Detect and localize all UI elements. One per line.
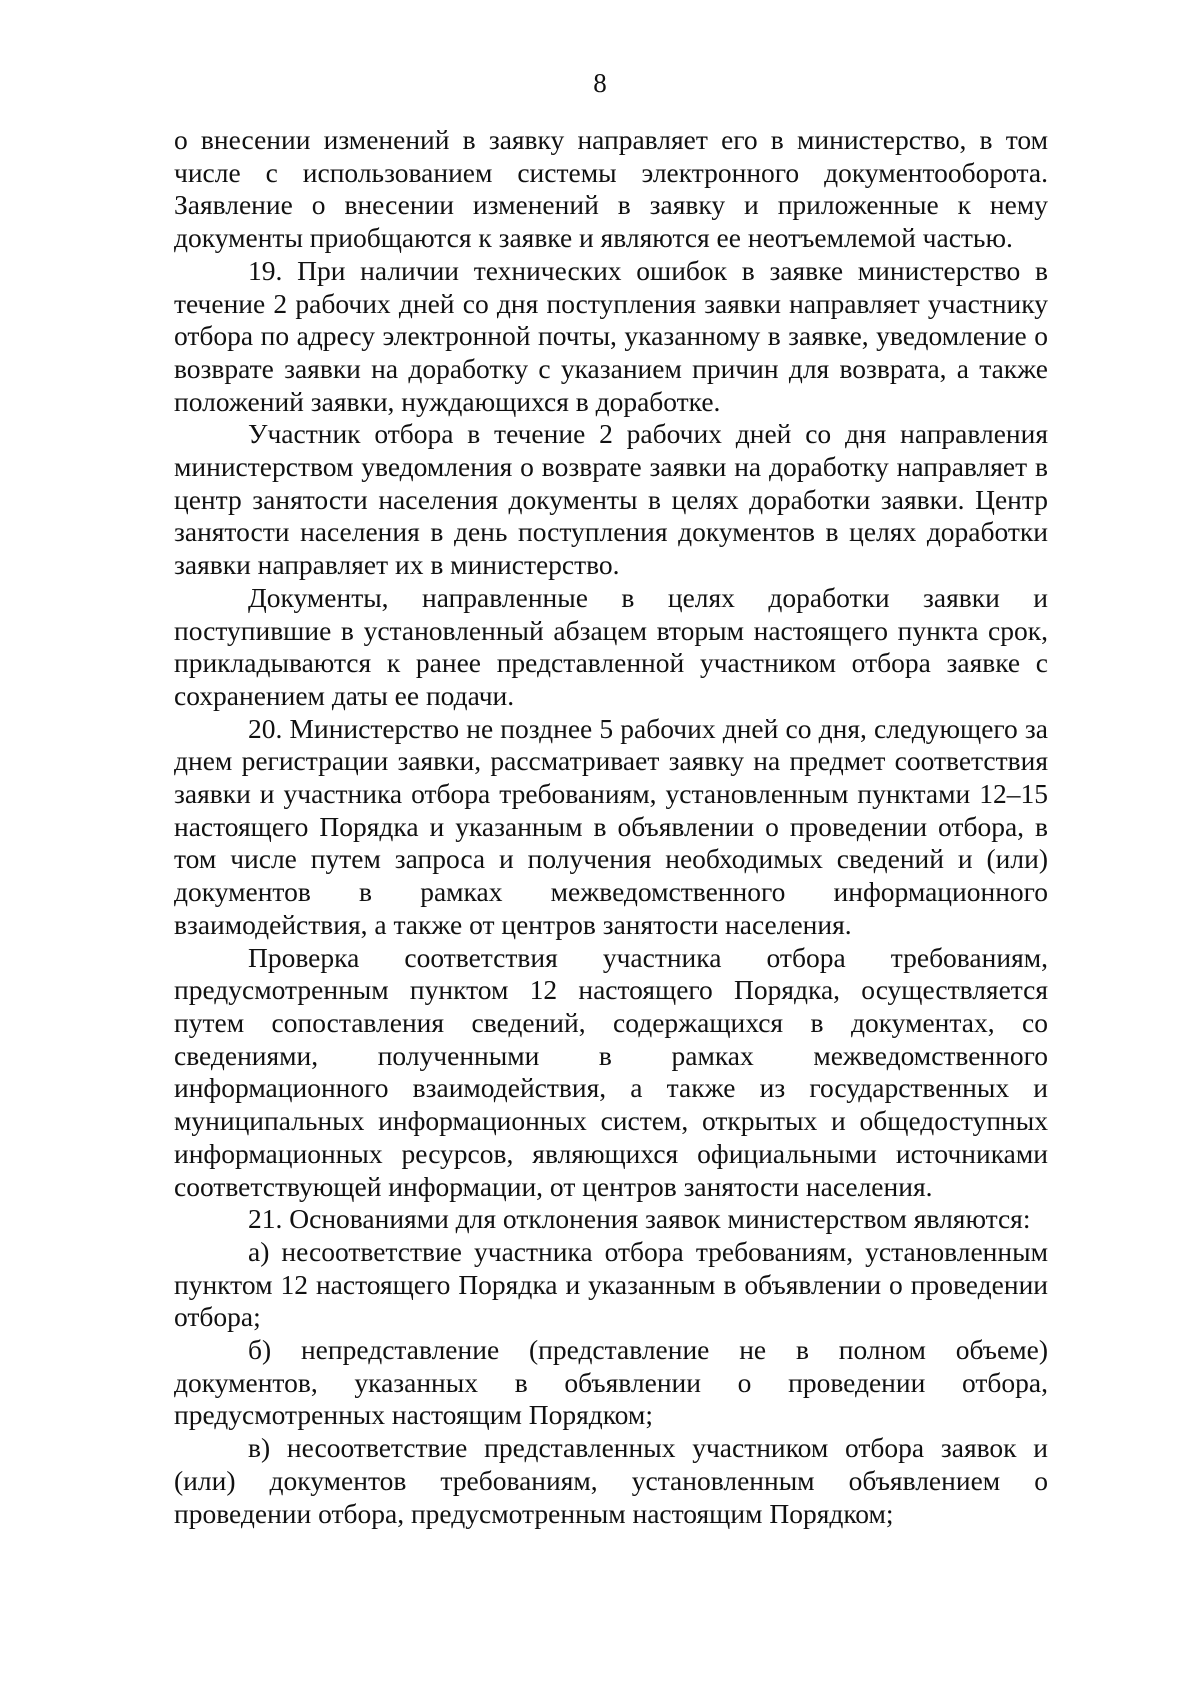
paragraph-documents-attached: Документы, направленные в целях доработки заявки и поступившие в установленный абзацем вторым настоящего пункта срок, прикладываются к ранее представленной участником отбора заявке с сохранением даты ее подачи. (174, 581, 1048, 711)
document-body (174, 124, 1048, 1530)
paragraph-verification: Проверка соответствия участника отбора требованиям, предусмотренным пунктом 12 настоящего Порядка, осуществляется путем сопоставления сведений, содержащихся в документах, со сведениями, полученными в рамках межведомственного информационного взаимодействия, а также из государственных и муниципальных информационных систем, открытых и общедоступных информационных ресурсов, являющихся официальными источниками соответствующей информации, от центров занятости населения. (174, 941, 1048, 1202)
paragraph-item-21: 21. Основаниями для отклонения заявок министерством являются: (248, 1203, 1031, 1235)
paragraph-participant-deadline: Участник отбора в течение 2 рабочих дней со дня направления министерством уведомления о возврате заявки на доработку направляет в центр занятости населения документы в целях доработки заявки. Центр занятости населения в день поступления документов в целях доработки заявки направляет их в министерство. (174, 418, 1048, 581)
paragraph-item-21-a: а) несоответствие участника отбора требованиям, установленным пунктом 12 настоящего Порядка и указанным в объявлении о проведении отбора; (174, 1235, 1048, 1333)
paragraph-item-20: 20. Министерство не позднее 5 рабочих дней со дня, следующего за днем регистрации заявки, рассматривает заявку на предмет соответствия заявки и участника отбора требованиям, установленным пунктами 12–15 настоящего Порядка и указанным в объявлении о проведении отбора, в том числе путем запроса и получения необходимых сведений и (или) документов в рамках межведомственного информационного взаимодействия, а также от центров занятости населения. (174, 712, 1048, 940)
paragraph-item-21-b: б) непредставление (представление не в полном объеме) документов, указанных в объявлении о проведении отбора, предусмотренных настоящим Порядком; (174, 1334, 1048, 1431)
paragraph-item-19: 19. При наличии технических ошибок в заявке министерство в течение 2 рабочих дней со дня поступления заявки направляет участнику отбора по адресу электронной почты, указанному в заявке, уведомление о возврате заявки на доработку с указанием причин для возврата, а также положений заявки, нуждающихся в доработке. (174, 254, 1048, 417)
page-number: 8 (593, 68, 607, 98)
paragraph-continuation: о внесении изменений в заявку направляет его в министерство, в том числе с использованием системы электронного документооборота. Заявление о внесении изменений в заявку и приложенные к нему документы приобщаются к заявке и являются ее неотъемлемой частью. (174, 124, 1048, 254)
paragraph-item-21-v: в) несоответствие представленных участником отбора заявок и (или) документов требованиям, установленным объявлением о проведении отбора, предусмотренным настоящим Порядком; (174, 1432, 1048, 1529)
